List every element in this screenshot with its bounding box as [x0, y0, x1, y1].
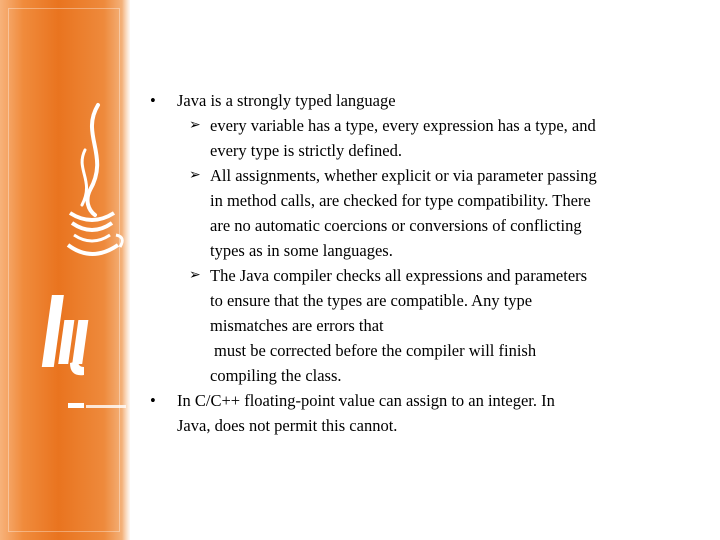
arrow-bullet-icon: ➢ [189, 117, 201, 133]
arrow-bullet-icon: ➢ [189, 167, 201, 183]
bullet-item [140, 388, 700, 438]
bullet-dot-icon: • [150, 91, 156, 110]
bullet-text: Java is a strongly typed language [177, 91, 396, 110]
sub-item [177, 113, 700, 163]
java-banner [0, 0, 130, 540]
sub-line: compiling the class. [210, 366, 342, 385]
bullet-text: In C/C++ floating-point value can assign to an integer. In [177, 391, 555, 410]
sub-line: every type is strictly defined. [210, 141, 402, 160]
sub-line: mismatches are errors that [210, 316, 384, 335]
bullet-text: Java, does not permit this cannot. [177, 416, 398, 435]
sub-item [177, 163, 700, 263]
sub-line: in method calls, are checked for type compatibility. There [210, 191, 591, 210]
bullet-item [140, 88, 700, 388]
slide-content [140, 88, 700, 438]
java-logo-icon [40, 95, 130, 425]
bullet-dot-icon: • [150, 391, 156, 410]
sub-line: to ensure that the types are compatible. Any type [210, 291, 533, 310]
bullet-list [140, 88, 700, 438]
sub-line: The Java compiler checks all expressions and parameters [210, 266, 588, 285]
sub-list [177, 113, 700, 388]
sub-line: are no automatic coercions or conversions of conflicting [210, 216, 582, 235]
arrow-bullet-icon: ➢ [189, 267, 201, 283]
sub-line: All assignments, whether explicit or via parameter passing [210, 166, 597, 185]
sub-item [177, 263, 700, 388]
sub-line: must be corrected before the compiler will finish [214, 341, 537, 360]
sub-line: types as in some languages. [210, 241, 393, 260]
sub-line: every variable has a type, every expression has a type, and [210, 116, 596, 135]
